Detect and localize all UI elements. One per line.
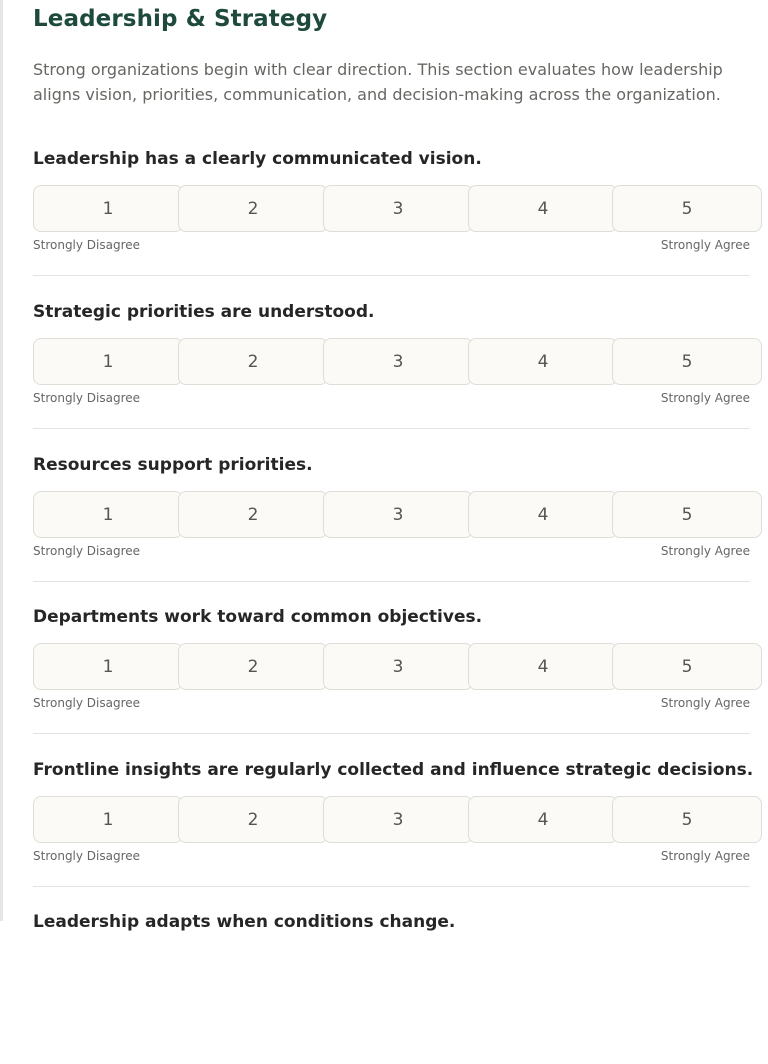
scale-min-label: Strongly Disagree xyxy=(33,238,141,252)
rating-option-5[interactable]: 5 xyxy=(612,338,762,385)
rating-option-3[interactable]: 3 xyxy=(323,796,473,843)
scale-min-label: Strongly Disagree xyxy=(33,544,141,558)
rating-option-2[interactable]: 2 xyxy=(178,796,328,843)
rating-scale xyxy=(33,185,750,230)
rating-option-1[interactable]: 1 xyxy=(33,185,183,232)
question-5 xyxy=(33,759,754,912)
question-1 xyxy=(33,148,750,301)
question-6 xyxy=(33,911,750,1064)
section-description: Strong organizations begin with clear direction. This section evaluates how leadership aligns vision, priorities, communication, and decision-making across the organization. xyxy=(33,60,723,104)
question-text: Departments work toward common objectives. xyxy=(33,607,483,627)
divider xyxy=(33,428,750,429)
question-text: Resources support priorities. xyxy=(33,455,313,475)
rating-scale xyxy=(33,796,750,841)
rating-option-1[interactable]: 1 xyxy=(33,491,183,538)
question-3 xyxy=(33,454,750,607)
rating-option-4[interactable]: 4 xyxy=(468,491,618,538)
scale-max-label: Strongly Agree xyxy=(660,849,750,863)
rating-option-5[interactable]: 5 xyxy=(612,643,762,690)
question-text: Strategic priorities are understood. xyxy=(33,302,375,322)
rating-option-3[interactable]: 3 xyxy=(323,185,473,232)
rating-option-4[interactable]: 4 xyxy=(468,185,618,232)
question-4 xyxy=(33,606,750,759)
rating-scale xyxy=(33,643,750,688)
section-title: Leadership & Strategy xyxy=(33,6,328,32)
rating-option-2[interactable]: 2 xyxy=(178,491,328,538)
divider xyxy=(33,275,750,276)
rating-option-5[interactable]: 5 xyxy=(612,491,762,538)
rating-option-2[interactable]: 2 xyxy=(178,338,328,385)
left-rail xyxy=(0,0,3,921)
rating-option-3[interactable]: 3 xyxy=(323,491,473,538)
rating-option-2[interactable]: 2 xyxy=(178,643,328,690)
scale-min-label: Strongly Disagree xyxy=(33,849,141,863)
scale-max-label: Strongly Agree xyxy=(660,391,750,405)
question-2 xyxy=(33,301,750,454)
divider xyxy=(33,733,750,734)
rating-scale xyxy=(33,338,750,383)
scale-max-label: Strongly Agree xyxy=(660,238,750,252)
rating-option-5[interactable]: 5 xyxy=(612,796,762,843)
rating-option-1[interactable]: 1 xyxy=(33,338,183,385)
rating-option-1[interactable]: 1 xyxy=(33,796,183,843)
question-text: Leadership has a clearly communicated vision. xyxy=(33,149,482,169)
rating-option-1[interactable]: 1 xyxy=(33,643,183,690)
scale-min-label: Strongly Disagree xyxy=(33,391,141,405)
rating-scale xyxy=(33,491,750,536)
question-text: Leadership adapts when conditions change. xyxy=(33,912,456,932)
rating-option-4[interactable]: 4 xyxy=(468,643,618,690)
divider xyxy=(33,886,750,887)
rating-option-3[interactable]: 3 xyxy=(323,643,473,690)
question-text: Frontline insights are regularly collected and influence strategic decisions. xyxy=(33,760,754,780)
rating-option-5[interactable]: 5 xyxy=(612,185,762,232)
rating-option-2[interactable]: 2 xyxy=(178,185,328,232)
scale-max-label: Strongly Agree xyxy=(660,544,750,558)
scale-max-label: Strongly Agree xyxy=(660,696,750,710)
rating-option-4[interactable]: 4 xyxy=(468,796,618,843)
divider xyxy=(33,581,750,582)
rating-option-3[interactable]: 3 xyxy=(323,338,473,385)
scale-min-label: Strongly Disagree xyxy=(33,696,141,710)
rating-option-4[interactable]: 4 xyxy=(468,338,618,385)
